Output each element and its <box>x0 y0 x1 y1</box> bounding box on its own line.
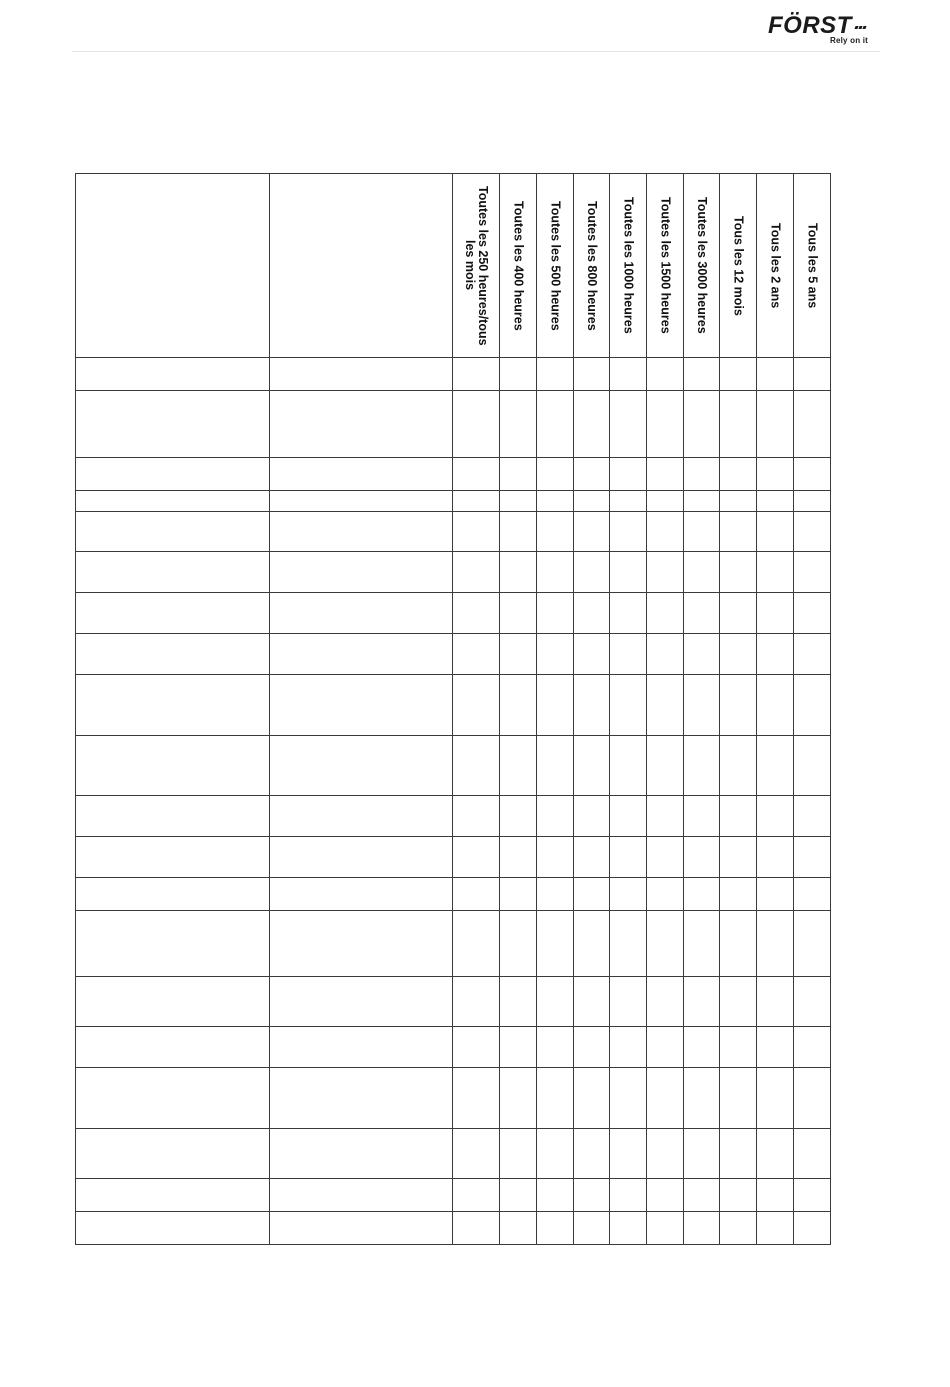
table-cell <box>720 736 757 796</box>
table-cell <box>537 1068 574 1129</box>
table-cell <box>794 491 831 512</box>
table-cell <box>647 878 684 911</box>
table-cell <box>610 977 647 1027</box>
table-cell <box>794 796 831 837</box>
table-cell <box>610 358 647 391</box>
table-cell <box>453 796 500 837</box>
table-cell <box>453 736 500 796</box>
table-cell <box>76 358 270 391</box>
table-cell <box>537 1129 574 1179</box>
table-cell <box>720 634 757 675</box>
table-cell <box>453 593 500 634</box>
header-cell-1000h <box>610 174 647 358</box>
table-cell <box>453 1129 500 1179</box>
header-cell-2-years <box>757 174 794 358</box>
table-cell <box>500 358 537 391</box>
header-cell-5-years <box>794 174 831 358</box>
table-cell <box>574 512 610 552</box>
table-cell <box>537 796 574 837</box>
table-cell <box>574 552 610 593</box>
table-cell <box>720 1027 757 1068</box>
table-cell <box>574 458 610 491</box>
table-row <box>76 593 831 634</box>
table-cell <box>76 878 270 911</box>
table-cell <box>720 552 757 593</box>
table-row <box>76 837 831 878</box>
table-cell <box>537 878 574 911</box>
table-cell <box>757 491 794 512</box>
table-cell <box>684 977 720 1027</box>
table-cell <box>76 837 270 878</box>
table-cell <box>453 1179 500 1212</box>
table-cell <box>720 512 757 552</box>
header-label: Toutes les 1500 heures <box>658 197 673 334</box>
table-cell <box>453 911 500 977</box>
table-cell <box>720 837 757 878</box>
header-label: Toutes les 3000 heures <box>695 197 709 334</box>
table-cell <box>76 1068 270 1129</box>
table-cell <box>610 491 647 512</box>
header-label: Toutes les 500 heures <box>548 200 563 331</box>
table-cell <box>76 512 270 552</box>
table-cell <box>720 358 757 391</box>
table-cell <box>453 1027 500 1068</box>
table-cell <box>500 1027 537 1068</box>
table-cell <box>684 1212 720 1245</box>
table-cell <box>537 358 574 391</box>
table-cell <box>757 1129 794 1179</box>
table-cell <box>757 512 794 552</box>
table-cell <box>453 512 500 552</box>
table-cell <box>794 1129 831 1179</box>
table-cell <box>270 1129 453 1179</box>
table-cell <box>757 796 794 837</box>
table-row <box>76 878 831 911</box>
table-cell <box>453 675 500 736</box>
table-cell <box>647 1068 684 1129</box>
table-cell <box>610 1129 647 1179</box>
table-cell <box>76 1027 270 1068</box>
table-cell <box>537 458 574 491</box>
table-cell <box>76 391 270 458</box>
table-cell <box>684 458 720 491</box>
table-cell <box>453 1068 500 1129</box>
table-cell <box>610 512 647 552</box>
table-cell <box>500 675 537 736</box>
table-cell <box>720 911 757 977</box>
table-cell <box>720 796 757 837</box>
table-cell <box>453 358 500 391</box>
table-cell <box>720 675 757 736</box>
table-cell <box>647 837 684 878</box>
table-cell <box>500 1179 537 1212</box>
table-row <box>76 1129 831 1179</box>
table-cell <box>647 736 684 796</box>
table-cell <box>757 552 794 593</box>
table-cell <box>647 1179 684 1212</box>
table-cell <box>757 837 794 878</box>
table-cell <box>684 358 720 391</box>
table-cell <box>794 1179 831 1212</box>
table-cell <box>270 1068 453 1129</box>
table-cell <box>270 552 453 593</box>
table-cell <box>610 736 647 796</box>
table-cell <box>757 1179 794 1212</box>
table-cell <box>453 837 500 878</box>
table-cell <box>270 911 453 977</box>
table-row <box>76 1212 831 1245</box>
header-cell-500h <box>537 174 574 358</box>
table-cell <box>684 1068 720 1129</box>
table-cell <box>720 1068 757 1129</box>
table-cell <box>684 593 720 634</box>
table-cell <box>453 391 500 458</box>
table-cell <box>537 391 574 458</box>
table-cell <box>574 1027 610 1068</box>
table-cell <box>794 1027 831 1068</box>
table-cell <box>794 837 831 878</box>
table-cell <box>270 1027 453 1068</box>
table-row <box>76 634 831 675</box>
table-cell <box>794 458 831 491</box>
header-label: Tous les 12 mois <box>731 215 746 316</box>
table-cell <box>500 911 537 977</box>
table-cell <box>610 458 647 491</box>
table-cell <box>76 736 270 796</box>
table-cell <box>537 1179 574 1212</box>
table-cell <box>610 837 647 878</box>
table-cell <box>757 593 794 634</box>
table-cell <box>684 491 720 512</box>
table-cell <box>500 512 537 552</box>
table-cell <box>684 796 720 837</box>
table-cell <box>537 491 574 512</box>
table-cell <box>720 878 757 911</box>
header-cell-3000h <box>684 174 720 358</box>
header-row <box>76 174 831 358</box>
header-label: Toutes les 250 heures/tous les mois <box>463 185 490 346</box>
table-cell <box>610 1179 647 1212</box>
table-cell <box>500 391 537 458</box>
table-row <box>76 1068 831 1129</box>
table-cell <box>76 911 270 977</box>
table-cell <box>610 1212 647 1245</box>
logo-wordmark: FÖRST <box>768 12 852 39</box>
header-label: Tous les 2 ans <box>768 222 783 309</box>
table-cell <box>500 634 537 675</box>
table-cell <box>270 736 453 796</box>
table-cell <box>647 593 684 634</box>
table-cell <box>647 358 684 391</box>
table-cell <box>720 593 757 634</box>
header-cell-task <box>76 174 270 358</box>
table-cell <box>76 458 270 491</box>
table-row <box>76 458 831 491</box>
table-cell <box>794 552 831 593</box>
table-cell <box>610 911 647 977</box>
table-cell <box>647 1027 684 1068</box>
table-cell <box>500 837 537 878</box>
table-cell <box>270 491 453 512</box>
table-cell <box>76 1179 270 1212</box>
table-cell <box>537 634 574 675</box>
table-cell <box>757 736 794 796</box>
table-cell <box>453 458 500 491</box>
table-cell <box>610 878 647 911</box>
table-cell <box>453 634 500 675</box>
table-cell <box>270 634 453 675</box>
table-cell <box>453 878 500 911</box>
table-cell <box>610 1068 647 1129</box>
table-cell <box>500 736 537 796</box>
table-row <box>76 736 831 796</box>
table-cell <box>76 675 270 736</box>
table-cell <box>757 1068 794 1129</box>
table-cell <box>574 878 610 911</box>
table-cell <box>537 837 574 878</box>
table-cell <box>270 977 453 1027</box>
table-cell <box>270 1179 453 1212</box>
table-cell <box>647 391 684 458</box>
table-row <box>76 491 831 512</box>
table-cell <box>720 1179 757 1212</box>
table-cell <box>794 512 831 552</box>
table-cell <box>76 552 270 593</box>
header-cell-1500h <box>647 174 684 358</box>
table-cell <box>684 837 720 878</box>
table-cell <box>794 736 831 796</box>
table-cell <box>757 391 794 458</box>
table-cell <box>684 878 720 911</box>
table-cell <box>500 1129 537 1179</box>
table-cell <box>647 911 684 977</box>
table-cell <box>610 593 647 634</box>
table-cell <box>684 1179 720 1212</box>
table-cell <box>500 878 537 911</box>
table-cell <box>647 675 684 736</box>
table-cell <box>684 512 720 552</box>
table-cell <box>270 458 453 491</box>
table-cell <box>76 1129 270 1179</box>
header-cell-detail <box>270 174 453 358</box>
table-cell <box>684 736 720 796</box>
table-cell <box>500 1212 537 1245</box>
table-cell <box>574 358 610 391</box>
table-cell <box>574 837 610 878</box>
table-cell <box>684 1027 720 1068</box>
table-cell <box>574 1179 610 1212</box>
table-cell <box>647 977 684 1027</box>
table-cell <box>684 391 720 458</box>
table-cell <box>720 458 757 491</box>
header-divider <box>72 51 880 52</box>
table-row <box>76 1179 831 1212</box>
table-cell <box>757 1027 794 1068</box>
table-cell <box>647 512 684 552</box>
table-cell <box>270 1212 453 1245</box>
table-cell <box>574 391 610 458</box>
table-cell <box>76 491 270 512</box>
table-cell <box>647 552 684 593</box>
table-body <box>76 358 831 1245</box>
table-cell <box>720 1212 757 1245</box>
table-cell <box>270 512 453 552</box>
table-cell <box>453 977 500 1027</box>
table-cell <box>574 675 610 736</box>
table-cell <box>684 552 720 593</box>
table-cell <box>500 977 537 1027</box>
table-cell <box>500 1068 537 1129</box>
header-label: Toutes les 400 heures <box>511 200 526 331</box>
table-cell <box>757 358 794 391</box>
table-cell <box>537 675 574 736</box>
table-cell <box>537 512 574 552</box>
table-cell <box>270 796 453 837</box>
table-cell <box>270 358 453 391</box>
table-row <box>76 552 831 593</box>
table-cell <box>574 736 610 796</box>
maintenance-schedule-table <box>75 173 831 1245</box>
table-cell <box>794 675 831 736</box>
table-cell <box>684 634 720 675</box>
table-cell <box>574 796 610 837</box>
table-cell <box>453 491 500 512</box>
table-cell <box>647 491 684 512</box>
table-cell <box>610 391 647 458</box>
table-cell <box>270 391 453 458</box>
table-cell <box>76 796 270 837</box>
table-cell <box>794 634 831 675</box>
table-cell <box>453 1212 500 1245</box>
table-cell <box>500 552 537 593</box>
table-cell <box>574 491 610 512</box>
table-cell <box>757 458 794 491</box>
logo-tagline: Rely on it <box>829 36 868 45</box>
table-row <box>76 796 831 837</box>
table-cell <box>270 593 453 634</box>
table-cell <box>76 634 270 675</box>
table-cell <box>270 675 453 736</box>
table-cell <box>537 1027 574 1068</box>
table-cell <box>720 491 757 512</box>
table-cell <box>574 1129 610 1179</box>
table-cell <box>76 1212 270 1245</box>
header-cell-12-months <box>720 174 757 358</box>
table-cell <box>610 796 647 837</box>
table-cell <box>610 675 647 736</box>
table-cell <box>574 977 610 1027</box>
table-cell <box>500 796 537 837</box>
table-cell <box>757 878 794 911</box>
table-cell <box>757 634 794 675</box>
table-cell <box>537 911 574 977</box>
table-cell <box>647 1212 684 1245</box>
table-cell <box>574 593 610 634</box>
table-cell <box>684 911 720 977</box>
table-cell <box>453 552 500 593</box>
table-cell <box>574 1068 610 1129</box>
table-cell <box>574 1212 610 1245</box>
table-cell <box>500 593 537 634</box>
table-cell <box>647 1129 684 1179</box>
table-cell <box>537 593 574 634</box>
header-label: Tous les 5 ans <box>805 222 820 309</box>
header-cell-400h <box>500 174 537 358</box>
table-cell <box>794 391 831 458</box>
table-cell <box>794 911 831 977</box>
table-cell <box>610 1027 647 1068</box>
table-cell <box>574 634 610 675</box>
table-cell <box>757 1212 794 1245</box>
table-cell <box>794 878 831 911</box>
table-cell <box>76 593 270 634</box>
table-cell <box>757 977 794 1027</box>
table-row <box>76 358 831 391</box>
table-cell <box>794 1068 831 1129</box>
table-row <box>76 977 831 1027</box>
header-label: Toutes les 800 heures <box>585 200 599 331</box>
table-cell <box>757 675 794 736</box>
table-cell <box>794 358 831 391</box>
table-row <box>76 391 831 458</box>
table-row <box>76 911 831 977</box>
table-cell <box>647 634 684 675</box>
table-cell <box>794 977 831 1027</box>
header-cell-800h <box>574 174 610 358</box>
table-row <box>76 675 831 736</box>
table-cell <box>684 675 720 736</box>
logo-marks <box>855 16 869 19</box>
table-cell <box>537 977 574 1027</box>
table-cell <box>647 796 684 837</box>
table-cell <box>794 593 831 634</box>
table-cell <box>647 458 684 491</box>
table-cell <box>684 1129 720 1179</box>
table-cell <box>720 977 757 1027</box>
table-cell <box>500 491 537 512</box>
table-row <box>76 512 831 552</box>
table-row <box>76 1027 831 1068</box>
table-cell <box>270 878 453 911</box>
header-label: Toutes les 1000 heures <box>621 197 636 334</box>
table-cell <box>76 977 270 1027</box>
header-cell-250h <box>453 174 500 358</box>
table-cell <box>720 1129 757 1179</box>
table-cell <box>794 1212 831 1245</box>
table-cell <box>500 458 537 491</box>
table-cell <box>610 552 647 593</box>
table-cell <box>537 1212 574 1245</box>
table-cell <box>537 736 574 796</box>
table-cell <box>270 837 453 878</box>
forst-logo <box>768 12 870 48</box>
table-cell <box>537 552 574 593</box>
table-cell <box>610 634 647 675</box>
table-cell <box>720 391 757 458</box>
table-cell <box>757 911 794 977</box>
table-cell <box>574 911 610 977</box>
